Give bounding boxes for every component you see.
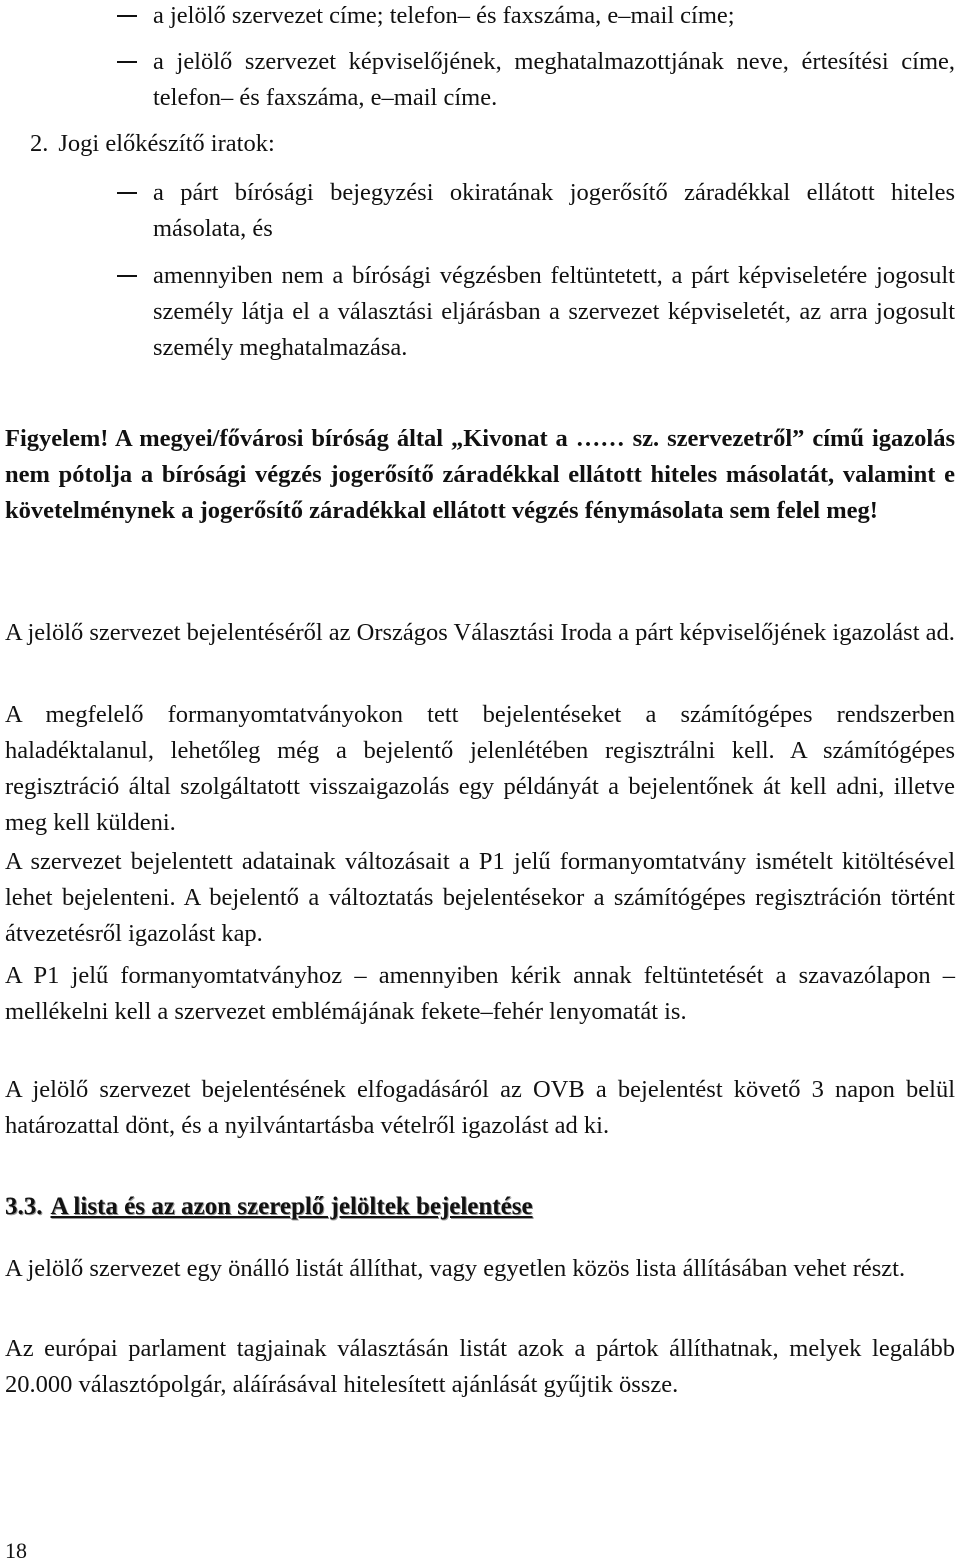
- list-label: Jogi előkészítő iratok:: [58, 130, 275, 157]
- paragraph-text: A jelölő szervezet bejelentéséről az Országos Választási Iroda a párt képviselőjének igazolást ad.: [5, 619, 955, 646]
- paragraph-text: A P1 jelű formanyomtatványhoz – amennyiben kérik annak feltüntetését a szavazólapon – mellékelni kell a szervezet emblémájának fekete–fehér lenyomatát is.: [5, 962, 955, 1025]
- list-item-text: amennyiben nem a bírósági végzésben feltüntetett, a párt képviseletére jogosult személy látja el a választási eljárásban a szervezet képviseletét, az arra jogosult személy meghatalmazása.: [153, 262, 955, 361]
- page-number: 18: [5, 1538, 27, 1563]
- paragraph-text: Az európai parlament tagjainak választásán listát azok a pártok állíthatnak, melyek legalább 20.000 választópolgár, aláírásával hitelesített ajánlását gyűjtik össze.: [5, 1335, 955, 1398]
- list-item-text: a jelölő szervezet címe; telefon– és faxszáma, e–mail címe;: [153, 2, 735, 29]
- numbered-list-heading: [30, 126, 285, 162]
- section-title: A lista és az azon szereplő jelöltek bejelentése: [50, 1193, 533, 1220]
- paragraph: [5, 615, 955, 651]
- paragraph: [5, 958, 955, 1030]
- warning-text: Figyelem! A megyei/fővárosi bíróság által „Kivonat a …… sz. szervezetről” című igazolás nem pótolja a bírósági végzés jogerősítő záradékkal ellátott hiteles másolatát, valamint e követelménynek a jogerősítő záradékkal ellátott végzés fénymásolata sem felel meg!: [5, 425, 955, 524]
- list-item: [120, 44, 955, 116]
- warning-notice: [5, 421, 955, 529]
- paragraph-text: A szervezet bejelentett adatainak változásait a P1 jelű formanyomtatvány ismételt kitöltésével lehet bejelenteni. A bejelentő a változtatás bejelentésekor a számítógépes regisztráción történt átvezetésről igazolást kap.: [5, 848, 955, 947]
- dash-bullet-icon: [117, 61, 137, 63]
- paragraph-text: A jelölő szervezet bejelentésének elfogadásáról az OVB a bejelentést követő 3 napon belül határozattal dönt, és a nyilvántartásba vételről igazolást ad ki.: [5, 1076, 955, 1139]
- paragraph-text: A jelölő szervezet egy önálló listát állíthat, vagy egyetlen közös lista állításában vehet részt.: [5, 1255, 906, 1282]
- list-item-text: a jelölő szervezet képviselőjének, meghatalmazottjának neve, értesítési címe, telefon– és faxszáma, e–mail címe.: [153, 48, 955, 111]
- dash-bullet-icon: [117, 15, 137, 17]
- paragraph: [5, 697, 955, 841]
- section-heading: [5, 1189, 533, 1225]
- dash-bullet-icon: [117, 192, 137, 194]
- dash-bullet-icon: [117, 275, 137, 277]
- paragraph-text: A megfelelő formanyomtatványokon tett bejelentéseket a számítógépes rendszerben haladéktalanul, lehetőleg még a bejelentő jelenlétében regisztrálni kell. A számítógépes regisztráció által szolgáltatott visszaigazolás egy példányát a bejelentőnek át kell adni, illetve meg kell küldeni.: [5, 701, 955, 836]
- paragraph: [5, 1331, 955, 1403]
- paragraph: [5, 844, 955, 952]
- list-item-text: a párt bírósági bejegyzési okiratának jogerősítő záradékkal ellátott hiteles másolata, és: [153, 179, 955, 242]
- paragraph: [5, 1251, 955, 1287]
- paragraph: [5, 1072, 955, 1144]
- list-item: [120, 175, 955, 247]
- section-number: 3.3.: [5, 1193, 43, 1220]
- list-item: [120, 0, 955, 34]
- list-item: [120, 258, 955, 366]
- list-number: 2.: [30, 130, 49, 157]
